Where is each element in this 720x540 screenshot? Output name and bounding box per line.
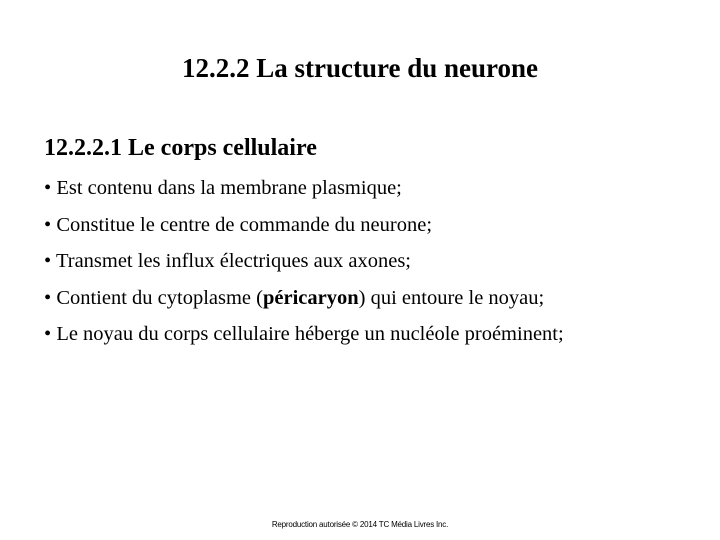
bullet-text-before: Contient du cytoplasme ( bbox=[56, 286, 263, 309]
bullet-text: Transmet les influx électriques aux axones; bbox=[55, 250, 412, 272]
bullet-text: Constitue le centre de commande du neurone; bbox=[56, 213, 433, 236]
bullet-marker: • bbox=[44, 177, 57, 199]
bullet-text: Est contenu dans la membrane plasmique; bbox=[56, 177, 402, 199]
bullet-marker: • bbox=[44, 213, 57, 236]
bullet-text-after: ) qui entoure le noyau; bbox=[358, 286, 545, 309]
bullet-item bbox=[44, 316, 564, 353]
bullet-item bbox=[44, 243, 564, 280]
bullet-text: Le noyau du corps cellulaire héberge un nucléole proéminent; bbox=[56, 323, 564, 345]
bullet-list bbox=[44, 170, 564, 353]
bullet-item bbox=[44, 170, 564, 207]
bullet-item bbox=[44, 280, 564, 317]
section-heading: 12.2.2.1 Le corps cellulaire bbox=[44, 135, 317, 161]
bullet-bold-term: péricaryon bbox=[262, 286, 359, 309]
bullet-marker: • bbox=[44, 323, 57, 345]
bullet-marker: • bbox=[44, 286, 57, 309]
bullet-marker: • bbox=[44, 250, 56, 272]
slide-title: 12.2.2 La structure du neurone bbox=[181, 53, 539, 83]
bullet-item bbox=[44, 207, 564, 244]
copyright-footer: Reproduction autorisée © 2014 TC Média Livres Inc. bbox=[271, 520, 449, 529]
